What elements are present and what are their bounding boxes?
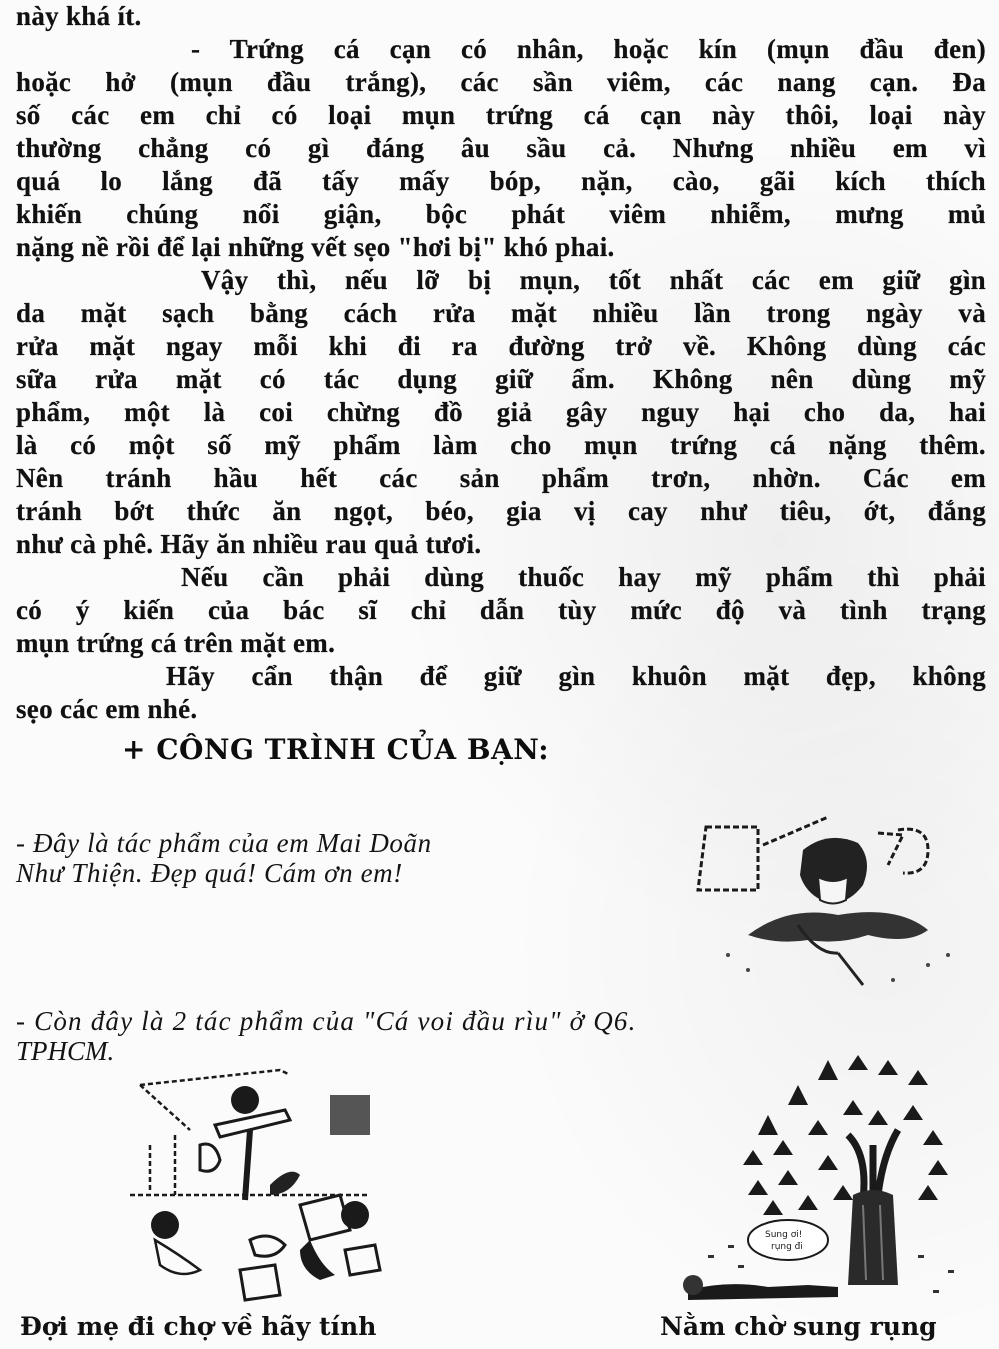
- article-line: sẹo các em nhé.: [16, 694, 198, 724]
- article-line: này khá ít.: [16, 1, 142, 31]
- fig-tree-cartoon: [668, 1055, 988, 1305]
- cartoon-caption-right: Nằm chờ sung rụng: [660, 1312, 937, 1341]
- article-line: rửa mặt ngay mỗi khi đi ra đường trở về. Không dùng các: [16, 331, 986, 361]
- article-line: như cà phê. Hãy ăn nhiều rau quả tươi.: [16, 529, 482, 559]
- article-line: Vậy thì, nếu lỡ bị mụn, tốt nhất các em giữ gìn: [201, 265, 986, 295]
- cartoon-caption-left: Đợi mẹ đi chợ về hãy tính: [20, 1312, 377, 1341]
- article-line: da mặt sạch bằng cách rửa mặt nhiều lần trong ngày và: [16, 298, 986, 328]
- section-heading: + CÔNG TRÌNH CỦA BẠN:: [122, 733, 550, 766]
- credit-line-4: TPHCM.: [16, 1036, 115, 1066]
- article-line: tránh bớt thức ăn ngọt, béo, gia vị cay như tiêu, ớt, đắng: [16, 496, 986, 526]
- article-line: hoặc hở (mụn đầu trắng), các sần viêm, các nang cạn. Đa: [16, 67, 986, 97]
- credit-line-3: - Còn đây là 2 tác phẩm của "Cá voi đầu rìu" ở Q6.: [16, 1006, 637, 1036]
- article-line: mụn trứng cá trên mặt em.: [16, 628, 336, 658]
- messy-room-cartoon: [120, 1065, 390, 1305]
- article-line: sữa rửa mặt có tác dụng giữ ẩm. Không nên dùng mỹ: [16, 364, 986, 394]
- credit-line-2: Như Thiện. Đẹp quá! Cám ơn em!: [16, 858, 403, 888]
- credit-line-1: - Đây là tác phẩm của em Mai Doãn: [16, 828, 432, 858]
- article-line: số các em chỉ có loại mụn trứng cá cạn này thôi, loại này: [16, 100, 986, 130]
- article-line: Hãy cẩn thận để giữ gìn khuôn mặt đẹp, không: [166, 661, 986, 691]
- article-line: khiến chúng nổi giận, bộc phát viêm nhiễm, mưng mủ: [16, 199, 986, 229]
- article-line: thường chẳng có gì đáng âu sầu cả. Nhưng nhiều em vì: [16, 133, 986, 163]
- speech-bubble-text: Sung ơi!: [765, 1230, 803, 1240]
- article-line: phẩm, một là coi chừng đồ giả gây nguy hại cho da, hai: [16, 397, 986, 427]
- article-line: là có một số mỹ phẩm làm cho mụn trứng cá nặng thêm.: [16, 430, 986, 460]
- article-line: nặng nề rồi để lại những vết sẹo "hơi bị" khó phai.: [16, 232, 615, 262]
- article-line: có ý kiến của bác sĩ chỉ dẫn tùy mức độ và tình trạng: [16, 595, 986, 625]
- article-line: Nếu cần phải dùng thuốc hay mỹ phẩm thì phải: [181, 562, 986, 592]
- article-line: quá lo lắng đã tấy mấy bóp, nặn, cào, gãi kích thích: [16, 166, 986, 196]
- article-line: - Trứng cá cạn có nhân, hoặc kín (mụn đầu đen): [191, 34, 986, 64]
- svg-text:rụng đi: rụng đi: [771, 1242, 803, 1252]
- article-line: Nên tránh hầu hết các sản phẩm trơn, nhờn. Các em: [16, 463, 986, 493]
- portrait-sketch-illustration: [688, 805, 988, 995]
